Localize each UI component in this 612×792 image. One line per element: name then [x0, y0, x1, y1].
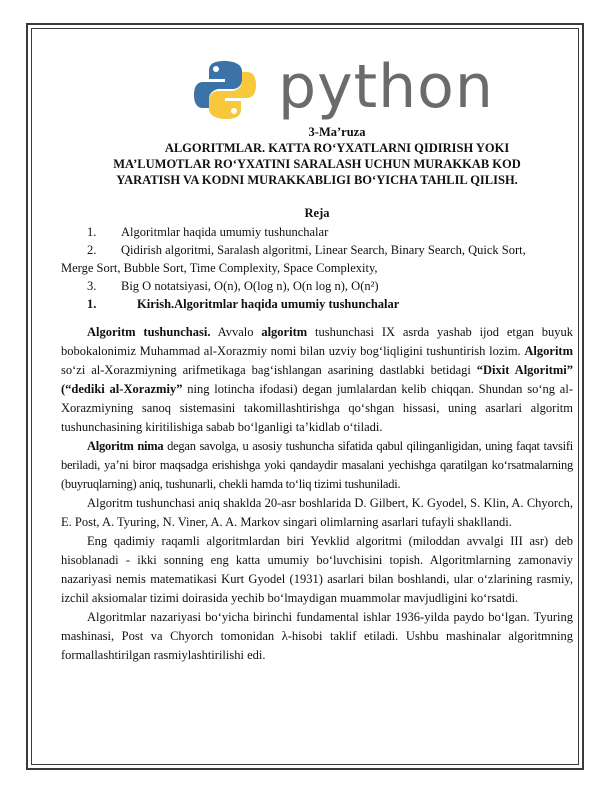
plan-item: [61, 277, 573, 295]
plan-heading: Reja: [304, 206, 330, 220]
text-run: degan savolga, u asosiy tushuncha sifatida qabul qilinganligidan, uning faqat tavsifi beriladi, ya’ni biror maqsadga erishishga yoki qandaydir masalani yechishga qaratilgan ko‘rsatmalarning (buyruqlarning) aniq, tushunarli, chekli hamda to‘liq tizimi tushuniladi.: [61, 439, 573, 491]
python-snake-icon: [192, 57, 258, 123]
quote-dixit-algoritmi: “Dixit Algoritmi” (“dediki al-Xorazmiy”: [61, 363, 573, 396]
plan-item: [61, 223, 573, 241]
plan-item-text: Qidirish algoritmi, Saralash algoritmi, Linear Search, Binary Search, Quick Sort,: [121, 243, 526, 257]
term-algorithm-concept: Algoritm tushunchasi.: [87, 325, 211, 339]
python-wordmark: python: [278, 52, 494, 122]
title-line-1: ALGORITMLAR. KATTA RO‘YXATLARNI QIDIRISH YOKI: [164, 141, 510, 155]
lecture-number: 3-Ma’ruza: [308, 125, 366, 139]
paragraph-5: Algoritmlar nazariyasi bo‘yicha birinchi fundamental ishlar 1936-yilda paydo bo‘lgan. Tyuring mashinasi, Post va Chyorch tomonidan λ-hisobi taklif etiladi. Ushbu mashinalar algoritmning formallashtirilgan rasmiylashtirilishi edi.: [61, 610, 573, 662]
title-line-2: MA’LUMOTLAR RO‘YXATINI SARALASH UCHUN MURAKKAB KOD: [113, 157, 521, 171]
section-number: 1.: [87, 297, 97, 311]
python-logo: [192, 52, 494, 127]
plan-item-number: 1.: [87, 225, 97, 239]
plan-item-text: Algoritmlar haqida umumiy tushunchalar: [121, 225, 329, 239]
paragraph-2: [61, 437, 573, 494]
text-run: tushunchasi IX asrda yashab ijod etgan buyuk bobokalonimiz Muhammad al-Xorazmiy nomi bilan uzviy bog‘liqligini tushuntirish lozim.: [61, 325, 574, 358]
plan-list: [61, 205, 573, 295]
section-title: Kirish.Algoritmlar haqida umumiy tushunchalar: [137, 297, 400, 311]
plan-item-number: 3.: [87, 279, 97, 293]
plan-item-text: Big O notatsiyasi, O(n), O(log n), O(n log n), O(n²): [121, 279, 379, 293]
plan-item: [61, 241, 573, 259]
paragraph-3: Algoritm tushunchasi aniq shaklda 20-asr boshlarida D. Gilbert, K. Gyodel, S. Klin, A. Chyorch, E. Post, A. Tyuring, N. Viner, A. A. Markov singari olimlarning asarlari tufayli shakllandi.: [61, 496, 573, 529]
title-line-3: YARATISH VA KODNI MURAKKABLIGI BO‘YICHA TAHLIL QILISH.: [116, 173, 518, 187]
paragraph-4: Eng qadimiy raqamli algoritmlardan biri Yevklid algoritmi (miloddan avvalgi III asr) deb hisoblanadi - ikki sonning eng katta umumiy bo‘luvchisini topish. Algoritmlarning zamonaviy nazariyasi nemis matematikasi Kurt Gyodel (1931) asarlari bilan boshlandi, ular o‘zlarining rasmiy, izchil aksiomalar tizimi doirasida yechib bo‘lmaydigan muammolar mavjudligini ko‘rsatdi.: [61, 534, 573, 605]
document-header: [61, 124, 573, 188]
plan-item-continuation: Merge Sort, Bubble Sort, Time Complexity, Space Complexity,: [61, 261, 378, 275]
text-run: Avvalo: [210, 325, 262, 339]
text-run: so‘zi al-Xorazmiyning arifmetikaga bag‘ishlangan asarining dastlabki betidagi: [61, 363, 477, 377]
term-algorithm: algoritm: [261, 325, 308, 339]
term-algorithm: Algoritm: [524, 344, 573, 358]
body-text: [61, 323, 573, 665]
text-run: ning lotincha ifodasi) degan jumlalardan kelib chiqqan. Shundan so‘ng al-Xorazmiyning sanoq sistemasini takomillashtirishga qo‘shgan hissasi, uning asarlari algoritm tushunchasining kiritilishiga sabab bo‘lganligi ta’kidlab o‘tiladi.: [61, 382, 573, 434]
term-what-is-algorithm: Algoritm nima: [87, 439, 164, 453]
section-heading: [61, 297, 573, 312]
paragraph-1: [61, 323, 573, 437]
plan-item-number: 2.: [87, 243, 97, 257]
